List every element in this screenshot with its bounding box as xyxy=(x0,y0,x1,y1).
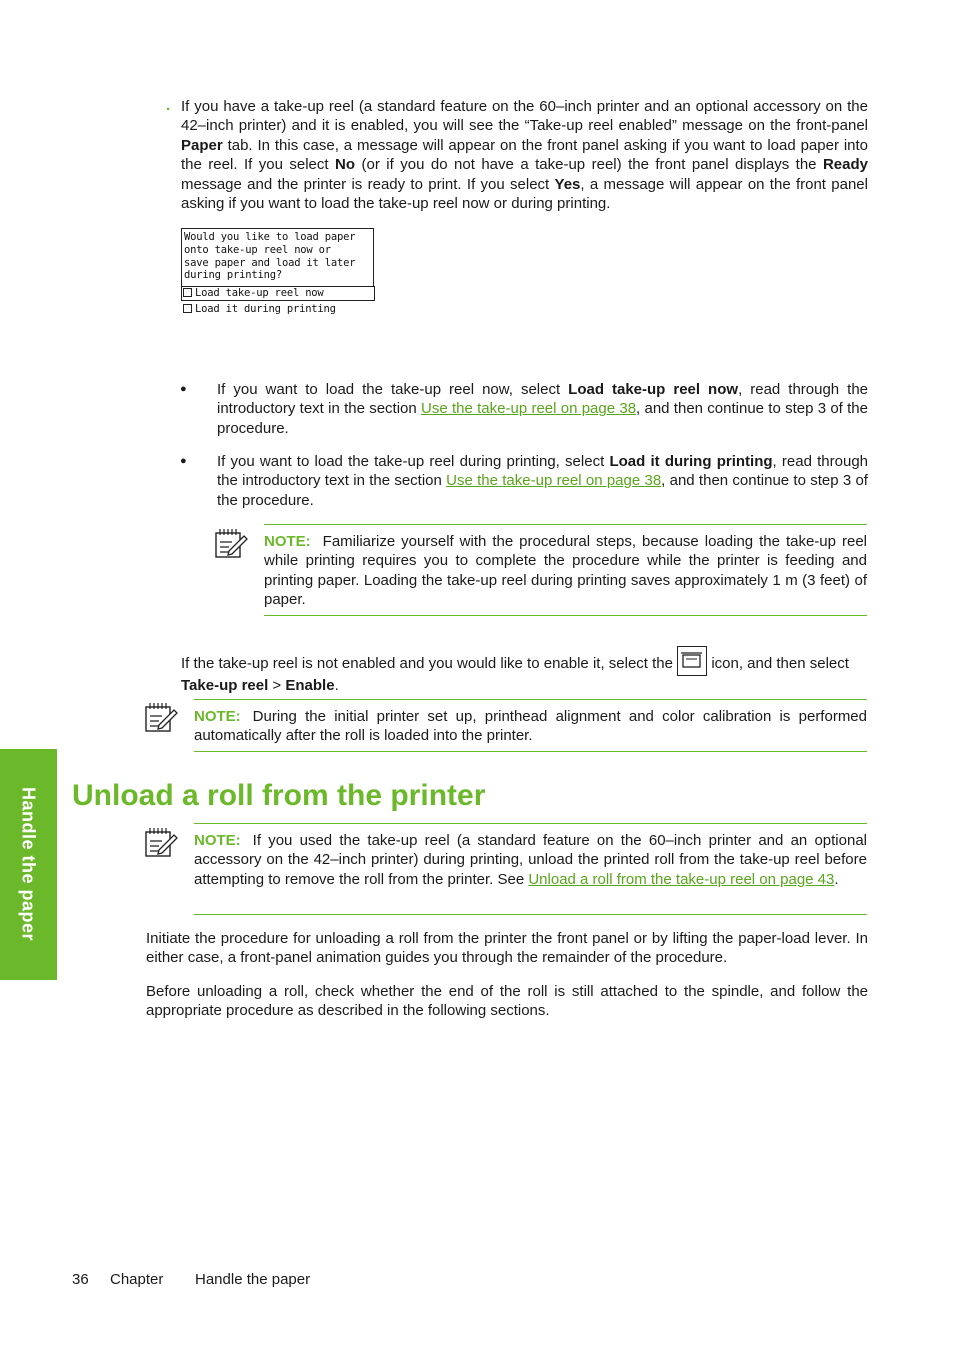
note-pad-icon xyxy=(214,527,248,559)
lcd-option-2-label: Load it during printing xyxy=(195,303,336,315)
note-1-label: NOTE: xyxy=(264,533,311,550)
footer-page-number: 36 xyxy=(72,1271,89,1288)
note-3 xyxy=(194,831,867,889)
bullet-2-link[interactable]: Use the take-up reel on page 38 xyxy=(446,472,662,490)
lcd-line-3: save paper and load it later xyxy=(184,256,356,269)
bullet-item-2 xyxy=(217,452,868,510)
lcd-option-1 xyxy=(181,286,375,301)
note-pad-icon xyxy=(144,826,178,858)
note-1-top-rule xyxy=(264,524,867,525)
intro-text-3: (or if you do not have a take-up reel) the front panel displays the xyxy=(355,156,823,174)
bullet-2-bold: Load it during printing xyxy=(609,453,773,470)
lcd-option-2 xyxy=(182,303,374,316)
enable-text-post: icon, and then select xyxy=(707,655,849,672)
enable-bold-enable: Enable xyxy=(285,677,335,694)
note-2-top-rule xyxy=(194,699,867,700)
front-panel-display xyxy=(181,228,374,316)
bullet-1-mid: , read through the introductory text in the section xyxy=(217,381,869,418)
note-2-text: During the initial printer set up, printhead alignment and color calibration is performed automatically after the roll is loaded into the printer. xyxy=(194,708,867,745)
note-3-label: NOTE: xyxy=(194,832,241,849)
bullet-1-link[interactable]: Use the take-up reel on page 38 xyxy=(421,400,637,418)
intro-text-2: tab. In this case, a message will appear on the front panel asking if you want to load paper into the reel. If you select xyxy=(181,136,868,174)
note-3-end: . xyxy=(834,870,839,888)
note-1-bottom-rule xyxy=(264,615,867,616)
note-1-text: Familiarize yourself with the procedural steps, because loading the take-up reel while printing requires you to complete the procedure while the printer is feeding and printing paper. Loading the take-up reel during printing saves approximately 1 m (3 feet) of paper. xyxy=(264,533,867,609)
checkbox-icon xyxy=(183,304,192,313)
note-2-bottom-rule xyxy=(194,751,867,752)
note-3-link[interactable]: Unload a roll from the take-up reel on page 43 xyxy=(528,870,835,888)
note-3-top-rule xyxy=(194,823,867,824)
section-heading: Unload a roll from the printer xyxy=(72,779,486,812)
enable-end: . xyxy=(334,677,339,694)
lcd-line-2: onto take-up reel now or xyxy=(184,243,331,256)
note-2-label: NOTE: xyxy=(194,708,241,725)
lcd-message-box xyxy=(181,228,374,287)
bullet-marker: ● xyxy=(180,383,187,395)
enable-paragraph xyxy=(181,646,868,696)
enable-bold-take-up-reel: Take-up reel xyxy=(181,677,269,694)
footer-chapter: Chapter xyxy=(110,1271,164,1288)
body-paragraph-1: Initiate the procedure for unloading a roll from the printer the front panel or by lifting the paper-load lever. In either case, a front-panel animation guides you through the remainder of the procedure. xyxy=(146,930,868,967)
lcd-line-4: during printing? xyxy=(184,269,282,282)
bullet-2-post: , and then continue to step 3 of the procedure. xyxy=(217,472,868,509)
note-3-bottom-rule xyxy=(194,914,867,915)
note-3-text: If you used the take-up reel (a standard feature on the 60–inch printer and an optional accessory on the 42–inch printer) during printing, unload the printed roll from the take-up reel before attempting to remove the roll from the printer. See xyxy=(194,832,867,888)
intro-bold-paper: Paper xyxy=(181,136,223,154)
intro-bold-no: No xyxy=(335,156,356,174)
lcd-option-1-label: Load take-up reel now xyxy=(195,287,324,299)
bullet-2-mid: , read through the introductory text in the section xyxy=(217,453,868,490)
note-2 xyxy=(194,707,867,746)
intro-bold-ready: Ready xyxy=(822,156,868,174)
intro-marker: . xyxy=(166,97,171,114)
enable-separator: > xyxy=(268,677,286,694)
take-up-reel-icon[interactable] xyxy=(677,646,707,676)
chapter-side-tab xyxy=(0,749,57,980)
intro-text-1: If you have a take-up reel (a standard feature on the 60–inch printer and an optional accessory on the 42–inch printer) and it is enabled, you will see the “Take-up reel enabled” message on the front-panel xyxy=(181,98,868,135)
intro-text-5: , a message will appear on the front panel asking if you want to load the take-up reel now or during printing. xyxy=(181,175,868,213)
bullet-1-bold: Load take-up reel now xyxy=(568,381,739,398)
lcd-line-1: Would you like to load paper xyxy=(184,231,356,243)
intro-paragraph xyxy=(181,97,868,213)
checkbox-icon xyxy=(183,288,192,297)
footer-title: Handle the paper xyxy=(195,1271,311,1288)
bullet-marker: ● xyxy=(180,455,187,467)
body-paragraph-2: Before unloading a roll, check whether the end of the roll is still attached to the spindle, and follow the appropriate procedure as described in the following sections. xyxy=(146,983,868,1020)
note-pad-icon xyxy=(144,701,178,733)
chapter-side-tab-label: Handle the paper xyxy=(18,786,39,942)
bullet-item-1 xyxy=(217,380,868,438)
intro-bold-yes: Yes xyxy=(554,175,581,193)
note-1 xyxy=(264,532,867,610)
enable-text-pre: If the take-up reel is not enabled and you would like to enable it, select the xyxy=(181,655,678,672)
intro-text-4: message and the printer is ready to print. If you select xyxy=(181,175,555,193)
bullet-1-pre: If you want to load the take-up reel now, select xyxy=(217,381,569,398)
bullet-2-pre: If you want to load the take-up reel during printing, select xyxy=(217,453,610,470)
bullet-1-post: , and then continue to step 3 of the procedure. xyxy=(217,400,868,437)
